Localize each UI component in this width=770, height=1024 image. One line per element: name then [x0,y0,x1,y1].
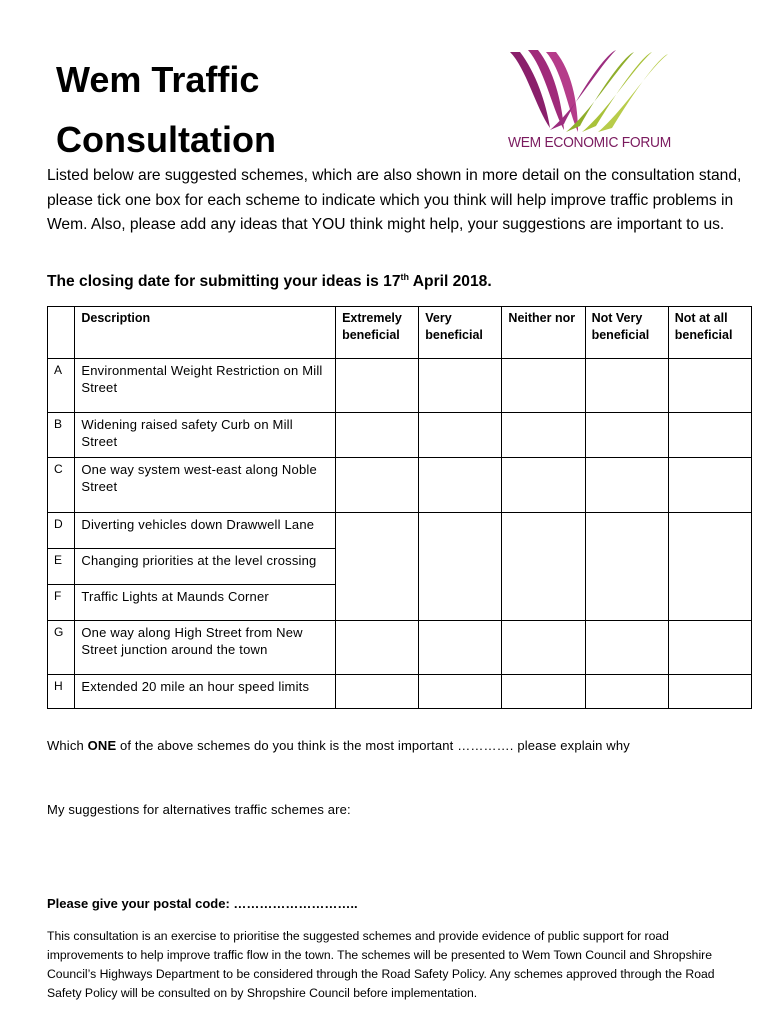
question-text-end: of the above schemes do you think is the most important …………. please explain why [116,738,630,753]
tick-box-extremely[interactable] [336,513,419,621]
row-description: Traffic Lights at Maunds Corner [75,585,336,621]
tick-box-neither[interactable] [502,413,585,458]
tick-box-not-at-all[interactable] [668,675,751,709]
suggestions-label: My suggestions for alternatives traffic schemes are: [47,802,351,817]
tick-box-extremely[interactable] [336,458,419,513]
row-description: Widening raised safety Curb on Mill Street [75,413,336,458]
page-title [56,50,356,170]
tick-box-neither[interactable] [502,458,585,513]
tick-box-very[interactable] [419,675,502,709]
header-very-beneficial: Very beneficial [419,307,502,359]
row-letter: A [48,359,75,413]
tick-box-not-very[interactable] [585,513,668,621]
closing-sup: th [400,271,410,282]
postal-code-label: Please give your postal code: ……………………….. [47,896,358,911]
question-emphasis: ONE [87,738,117,753]
row-letter: D [48,513,75,549]
tick-box-extremely[interactable] [336,413,419,458]
tick-box-extremely[interactable] [336,621,419,675]
tick-box-not-at-all[interactable] [668,621,751,675]
tick-box-neither[interactable] [502,359,585,413]
schemes-table [47,306,752,709]
row-letter: H [48,675,75,709]
logo-swoosh-icon [506,48,676,138]
row-description: Extended 20 mile an hour speed limits [75,675,336,709]
header-description: Description [75,307,336,359]
tick-box-not-very[interactable] [585,621,668,675]
row-description: Environmental Weight Restriction on Mill Street [75,359,336,413]
tick-box-extremely[interactable] [336,675,419,709]
most-important-question [47,738,630,753]
tick-box-not-at-all[interactable] [668,458,751,513]
table-row [48,359,752,413]
header-extremely-beneficial: Extremely beneficial [336,307,419,359]
header-not-very-beneficial: Not Very beneficial [585,307,668,359]
tick-box-very[interactable] [419,458,502,513]
tick-box-very[interactable] [419,621,502,675]
title-line-1: Wem Traffic [56,59,260,100]
row-description: One way system west-east along Noble Street [75,458,336,513]
closing-text-end: April 2018. [409,273,492,290]
tick-box-very[interactable] [419,359,502,413]
row-description: Diverting vehicles down Drawwell Lane [75,513,336,549]
tick-box-not-very[interactable] [585,359,668,413]
footer-paragraph: This consultation is an exercise to prioritise the suggested schemes and provide evidence of public support for road improvements to help improve traffic flow in the town. The schemes will be presented to Wem Town Council and Shropshire Council’s Highways Department to be considered through the Road Safety Policy. Any schemes approved through the Road Safety Policy will be consulted on by Shropshire Council before implementation. [47,929,715,1000]
wem-economic-forum-logo [506,48,676,158]
row-description: Changing priorities at the level crossing [75,549,336,585]
logo-text: WEM ECONOMIC FORUM [508,134,671,151]
header-letter [48,307,75,359]
title-line-2: Consultation [56,119,276,160]
table-row [48,413,752,458]
table-row [48,621,752,675]
question-text: Which [47,738,88,753]
tick-box-not-at-all[interactable] [668,359,751,413]
tick-box-not-very[interactable] [585,675,668,709]
row-letter: E [48,549,75,585]
tick-box-neither[interactable] [502,675,585,709]
tick-box-very[interactable] [419,513,502,621]
tick-box-neither[interactable] [502,621,585,675]
tick-box-very[interactable] [419,413,502,458]
row-letter: B [48,413,75,458]
row-description: One way along High Street from New Street junction around the town [75,621,336,675]
tick-box-neither[interactable] [502,513,585,621]
tick-box-not-at-all[interactable] [668,513,751,621]
header-neither-nor: Neither nor [502,307,585,359]
tick-box-not-very[interactable] [585,413,668,458]
closing-date [47,273,492,291]
tick-box-not-at-all[interactable] [668,413,751,458]
table-row [48,458,752,513]
row-letter: F [48,585,75,621]
tick-box-extremely[interactable] [336,359,419,413]
tick-box-not-very[interactable] [585,458,668,513]
table-header-row [48,307,752,359]
closing-text: The closing date for submitting your ideas is 17 [47,273,401,290]
header-not-at-all-beneficial: Not at all beneficial [668,307,751,359]
row-letter: C [48,458,75,513]
table-row [48,675,752,709]
table-row [48,513,752,549]
intro-paragraph: Listed below are suggested schemes, which are also shown in more detail on the consultation stand, please tick one box for each scheme to indicate which you think will help improve traffic problems in Wem. Also, please add any ideas that YOU think might help, your suggestions are important to us. [47,167,742,233]
row-letter: G [48,621,75,675]
